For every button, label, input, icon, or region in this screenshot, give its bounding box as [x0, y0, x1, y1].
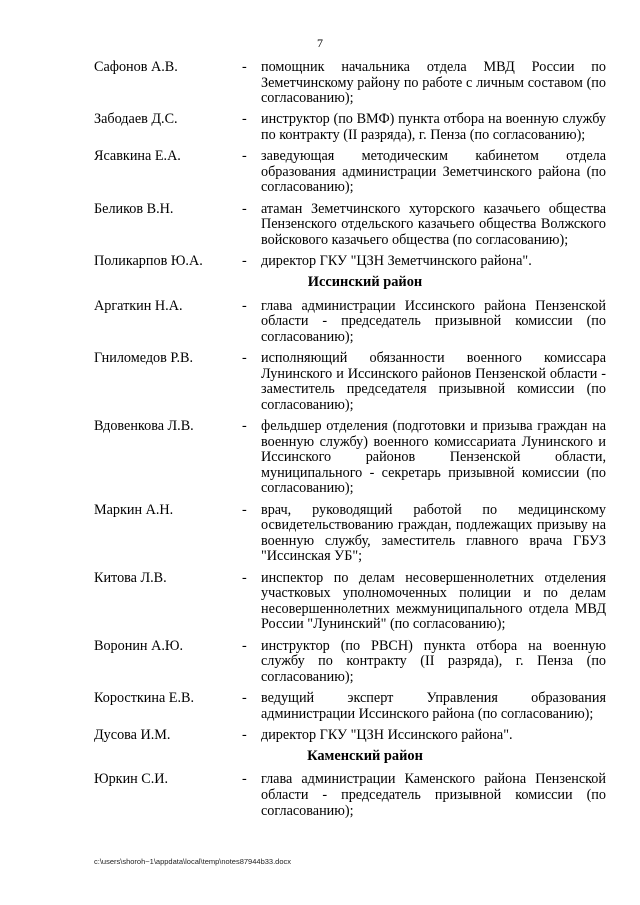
member-entry — [94, 571, 606, 633]
member-name: Юркин С.И. — [94, 771, 169, 788]
separator-dash: - — [242, 501, 247, 518]
member-position: глава администрации Иссинского района Пензенской области - председатель призывной комиссии (по согласованию); — [261, 297, 606, 345]
member-position: директор ГКУ "ЦЗН Иссинского района". — [261, 726, 513, 743]
member-entry — [94, 254, 606, 270]
file-path-footer: c:\users\shoroh~1\appdata\local\temp\notes87944b33.docx — [94, 857, 292, 866]
member-position: помощник начальника отдела МВД России по Земетчинскому району по работе с личным составом (по согласованию); — [261, 59, 606, 107]
member-entry — [94, 60, 606, 107]
member-entry — [94, 639, 606, 686]
member-name: Дусова И.М. — [94, 726, 171, 743]
member-position: ведущий эксперт Управления образования администрации Иссинского района (по согласованию); — [261, 689, 606, 722]
member-entry — [94, 299, 606, 346]
member-name: Забодаев Д.С. — [94, 111, 178, 128]
member-position: глава администрации Каменского района Пензенской области - председатель призывной комиссии (по согласованию); — [261, 771, 606, 819]
member-entry — [94, 503, 606, 565]
member-entry — [94, 728, 606, 744]
member-entry — [94, 691, 606, 722]
member-name: Сафонов А.В. — [94, 59, 178, 75]
separator-dash: - — [242, 771, 247, 788]
page-number: 7 — [317, 36, 323, 50]
member-name: Коросткина Е.В. — [94, 689, 195, 706]
member-entry — [94, 149, 606, 196]
member-position: инспектор по делам несовершеннолетних отделения участковых уполномоченных полиции и по делам несовершеннолетних межмуниципального отдела МВД России "Лунинский" (по согласованию); — [261, 569, 606, 633]
member-position: фельдшер отделения (подготовки и призыва граждан на военную службу) военного комиссариата Лунинского и Иссинского районов Пензенской области, муниципального - секретарь призывной комиссии (по согласованию); — [261, 418, 606, 497]
member-position: инструктор (по РВСН) пункта отбора на военную службу по контракту (II разряда), г. Пенза (по согласованию); — [261, 637, 606, 685]
member-position: заведующая методическим кабинетом отдела образования администрации Земетчинского района (по согласованию); — [261, 148, 606, 196]
commission-list — [94, 60, 606, 825]
member-name: Аргаткин Н.А. — [94, 297, 183, 314]
member-position: директор ГКУ "ЦЗН Земетчинского района". — [261, 252, 532, 269]
member-name: Беликов В.Н. — [94, 200, 174, 217]
district-heading: Каменский район — [307, 747, 423, 764]
member-name: Вдовенкова Л.В. — [94, 418, 194, 435]
separator-dash: - — [242, 200, 247, 217]
separator-dash: - — [242, 637, 247, 654]
member-entry — [94, 351, 606, 413]
member-name: Китова Л.В. — [94, 569, 167, 586]
separator-dash: - — [242, 418, 247, 435]
member-entry — [94, 112, 606, 143]
separator-dash: - — [242, 569, 247, 586]
separator-dash: - — [242, 111, 247, 128]
member-entry — [94, 772, 606, 819]
member-position: атаман Земетчинского хуторского казачьего общества Пензенского отдельского казачьего общества Волжского войскового казачьего общества (по согласованию); — [261, 200, 606, 248]
member-position: исполняющий обязанности военного комиссара Лунинского и Иссинского районов Пензенской области - заместитель председателя призывной комиссии (по согласованию); — [261, 350, 606, 413]
member-name: Поликарпов Ю.А. — [94, 252, 203, 269]
member-name: Маркин А.Н. — [94, 501, 174, 518]
member-name: Воронин А.Ю. — [94, 637, 183, 654]
separator-dash: - — [242, 350, 247, 367]
separator-dash: - — [242, 252, 247, 269]
separator-dash: - — [242, 689, 247, 706]
member-name: Ясавкина Е.А. — [94, 148, 181, 165]
separator-dash: - — [242, 297, 247, 314]
separator-dash: - — [242, 148, 247, 165]
separator-dash: - — [242, 59, 247, 75]
member-position: инструктор (по ВМФ) пункта отбора на военную службу по контракту (II разряда), г. Пенза (по согласованию); — [261, 111, 606, 143]
member-position: врач, руководящий работой по медицинскому освидетельствованию граждан, подлежащих призыву на военную службу, заместитель главного врача ГБУЗ "Иссинская УБ"; — [261, 501, 606, 565]
separator-dash: - — [242, 726, 247, 743]
member-entry — [94, 202, 606, 249]
member-entry — [94, 419, 606, 497]
district-heading: Иссинский район — [307, 274, 423, 291]
member-name: Гниломедов Р.В. — [94, 350, 194, 367]
